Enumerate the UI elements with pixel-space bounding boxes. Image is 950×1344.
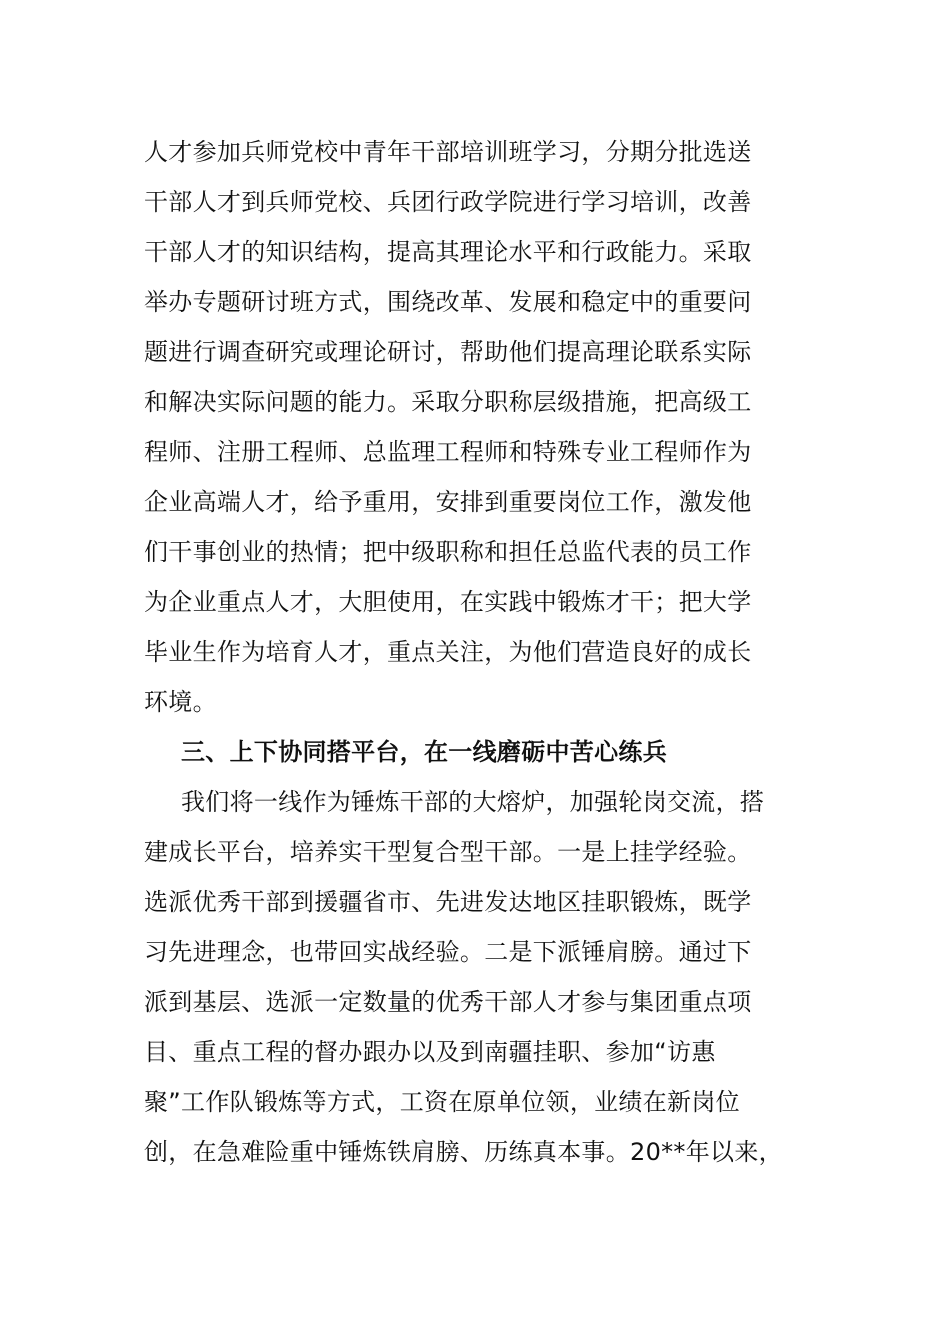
paragraph-line: 为企业重点人才，大胆使用，在实践中锻炼才干；把大学: [144, 588, 752, 616]
paragraph-line: 们干事创业的热情；把中级职称和担任总监代表的员工作: [144, 538, 752, 566]
paragraph-line: 选派优秀干部到援疆省市、先进发达地区挂职锻炼，既学: [144, 888, 752, 916]
paragraph-line: 程师、注册工程师、总监理工程师和特殊专业工程师作为: [144, 438, 752, 466]
paragraph-line: 题进行调查研究或理论研讨，帮助他们提高理论联系实际: [144, 338, 752, 366]
paragraph-line: 建成长平台，培养实干型复合型干部。一是上挂学经验。: [144, 838, 752, 866]
paragraph-line: 环境。: [144, 688, 217, 716]
paragraph-line: 习先进理念，也带回实战经验。二是下派锤肩膀。通过下: [144, 938, 752, 966]
paragraph-line: 聚”工作队锻炼等方式，工资在原单位领，业绩在新岗位: [144, 1088, 740, 1116]
paragraph-line: 我们将一线作为锤炼干部的大熔炉，加强轮岗交流，搭: [181, 788, 765, 816]
paragraph-line: 派到基层、选派一定数量的优秀干部人才参与集团重点项: [144, 988, 752, 1016]
paragraph-line: 和解决实际问题的能力。采取分职称层级措施，把高级工: [144, 388, 752, 416]
section-heading: 三、上下协同搭平台，在一线磨砺中苦心练兵: [181, 738, 667, 766]
paragraph-line: 干部人才到兵师党校、兵团行政学院进行学习培训，改善: [144, 188, 752, 216]
paragraph-line: 毕业生作为培育人才，重点关注，为他们营造良好的成长: [144, 638, 752, 666]
paragraph-line: 干部人才的知识结构，提高其理论水平和行政能力。采取: [144, 238, 752, 266]
paragraph-line: 目、重点工程的督办跟办以及到南疆挂职、参加“访惠: [144, 1038, 716, 1066]
paragraph-line: 企业高端人才，给予重用，安排到重要岗位工作，激发他: [144, 488, 752, 516]
paragraph-line: 人才参加兵师党校中青年干部培训班学习，分期分批选送: [144, 138, 752, 166]
paragraph-line: 举办专题研讨班方式，围绕改革、发展和稳定中的重要问: [144, 288, 752, 316]
paragraph-line: 创，在急难险重中锤炼铁肩膀、历练真本事。20**年以来，: [144, 1138, 783, 1166]
